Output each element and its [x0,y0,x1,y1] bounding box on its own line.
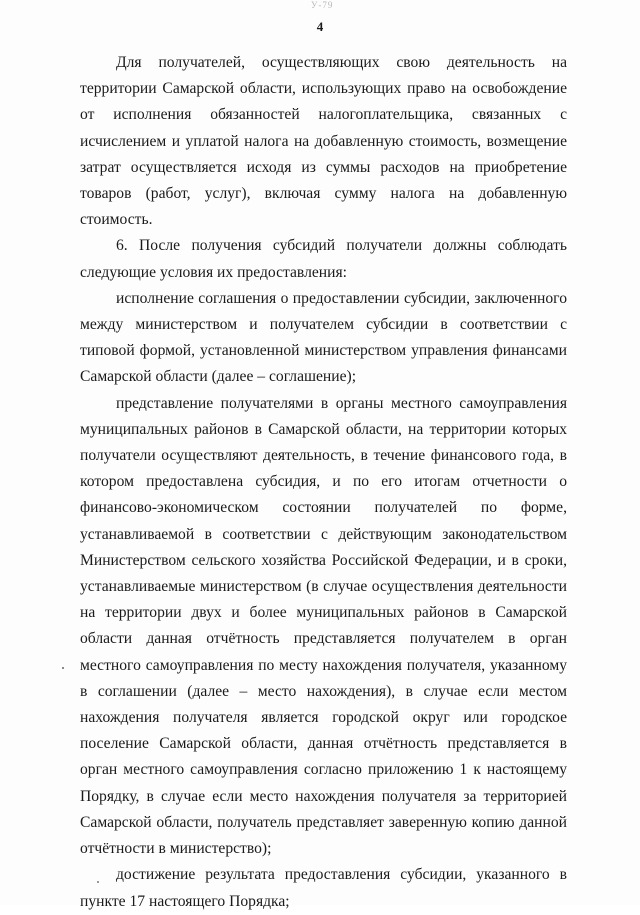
paragraph-reporting-requirements: представление получателями в органы местного самоуправления муниципальных районов в Самарской области, на территории которых получатели осуществляют деятельность, в течение финансового года, в котором предоставлена субсидия, и по его итогам отчетности о финансово-экономическом состоянии получателей по форме, устанавливаемой в соответствии с действующим законодательством Министерством сельского хозяйства Российской Федерации, и в сроки, устанавливаемые министерством (в случае осуществления деятельности на территории двух и более муниципальных районов в Самарской области данная отчётность представляется получателем в орган местного самоуправления по месту нахождения получателя, указанному в соглашении (далее – место нахождения), в случае если местом нахождения получателя является городской округ или городское поселение Самарской области, данная отчётность представляется в орган местного самоуправления согласно приложению 1 к настоящему Порядку, в случае если место нахождения получателя за территорией Самарской области, получатель представляет заверенную копию данной отчётности в министерство); [80,394,567,858]
scan-artifact-dot [97,881,99,883]
paragraph-vat-exemption: Для получателей, осуществляющих свою деятельность на территории Самарской области, использующих право на освобождение от исполнения обязанностей налогоплательщика, связанных с исчислением и уплатой налога на добавленную стоимость, возмещение затрат осуществляется исходя из суммы расходов на приобретение товаров (работ, услуг), включая сумму налога на добавленную стоимость. [80,54,567,229]
scan-mark: У-79 [311,0,334,10]
page-number: 4 [316,19,324,34]
scan-artifact-dot [62,667,64,669]
paragraph-section-6-intro: 6. После получения субсидий получатели должны соблюдать следующие условия их предоставления: [80,237,567,281]
paragraph-result-achievement: достижение результата предоставления субсидии, указанного в пункте 17 настоящего Порядка; [80,866,567,910]
paragraph-agreement-execution: исполнение соглашения о предоставлении субсидии, заключенного между министерством и получателем субсидии в соответствии с типовой формой, установленной министерством управления финансами Самарской области (далее – соглашение); [80,289,567,386]
document-body [80,50,567,915]
